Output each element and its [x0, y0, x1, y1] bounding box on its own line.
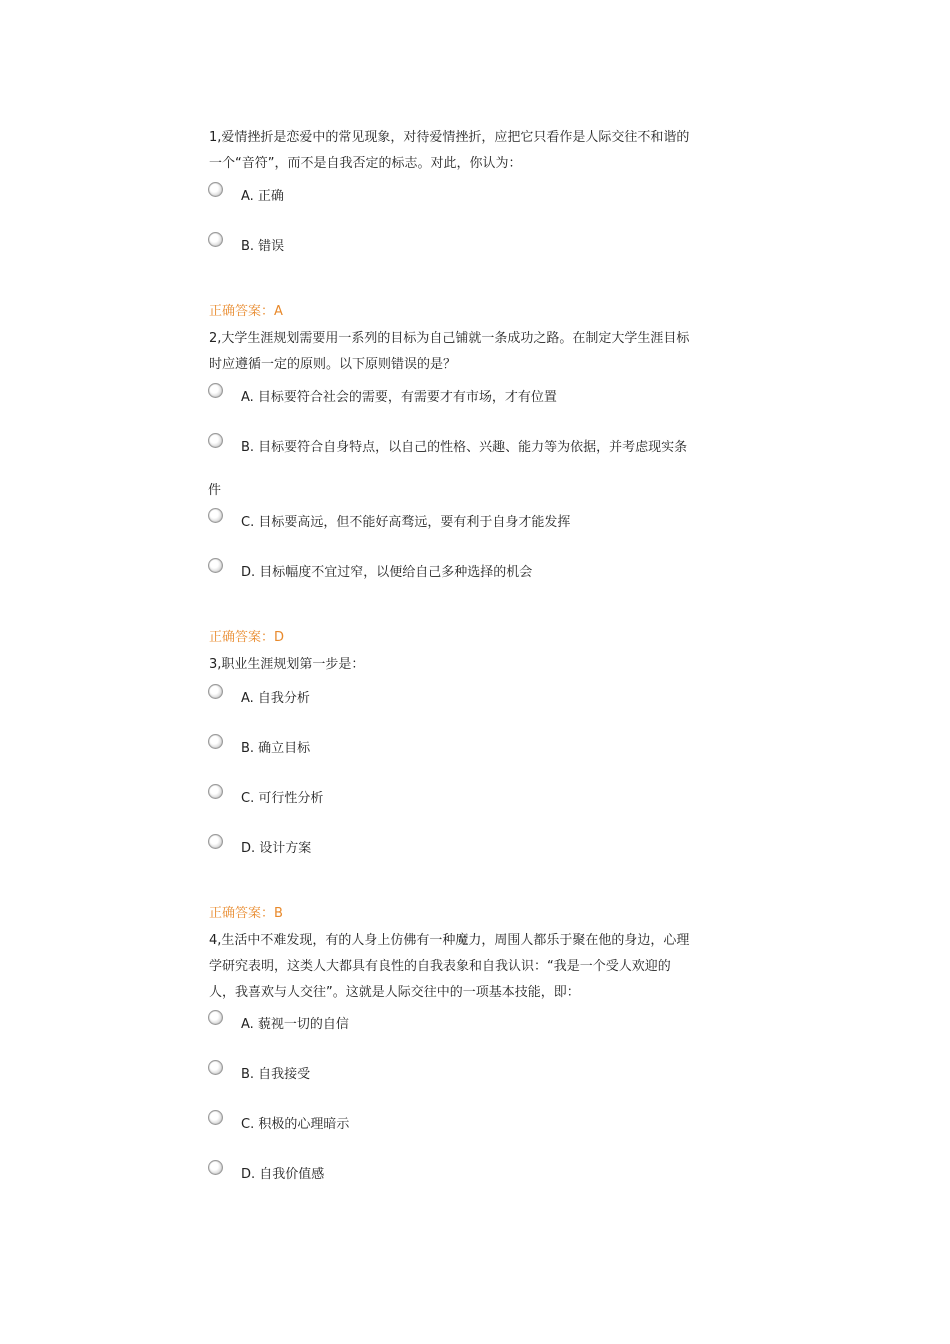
radio-button-icon[interactable] — [208, 182, 223, 197]
radio-button-icon[interactable] — [208, 734, 223, 749]
q3-option-d[interactable] — [208, 836, 748, 862]
option-label: D. 设计方案 — [241, 841, 312, 856]
option-label: C. 可行性分析 — [241, 791, 324, 806]
q2-option-a[interactable] — [208, 385, 748, 411]
option-label: B. 错误 — [241, 239, 285, 254]
q3-option-b[interactable] — [208, 736, 748, 762]
radio-button-icon[interactable] — [208, 558, 223, 573]
q2-option-b[interactable] — [208, 435, 748, 461]
question-3-text — [209, 652, 749, 678]
option-label: A. 正确 — [241, 189, 284, 204]
q2-option-b-continuation: 件 — [208, 483, 222, 498]
question-line: 2,大学生涯规划需要用一系列的目标为自己铺就一条成功之路。在制定大学生涯目标 — [209, 331, 690, 346]
radio-button-icon[interactable] — [208, 232, 223, 247]
option-label: D. 自我价值感 — [241, 1167, 325, 1182]
question-line: 4,生活中不难发现，有的人身上仿佛有一种魔力，周围人都乐于聚在他的身边，心理 — [209, 933, 690, 948]
radio-button-icon[interactable] — [208, 784, 223, 799]
option-label: B. 目标要符合自身特点，以自己的性格、兴趣、能力等为依据，并考虑现实条 — [241, 440, 688, 455]
radio-button-icon[interactable] — [208, 1160, 223, 1175]
radio-button-icon[interactable] — [208, 383, 223, 398]
q1-option-a[interactable] — [208, 184, 748, 210]
option-label: A. 藐视一切的自信 — [241, 1017, 349, 1032]
option-label: C. 积极的心理暗示 — [241, 1117, 350, 1132]
option-label: D. 目标幅度不宜过窄，以便给自己多种选择的机会 — [241, 565, 533, 580]
radio-button-icon[interactable] — [208, 508, 223, 523]
q3-option-c[interactable] — [208, 786, 748, 812]
q4-option-a[interactable] — [208, 1012, 748, 1038]
question-4-text — [209, 928, 749, 1006]
question-line: 一个“音符”，而不是自我否定的标志。对此，你认为： — [209, 156, 522, 171]
q1-correct-answer: 正确答案：A — [209, 304, 283, 319]
option-label: B. 确立目标 — [241, 741, 311, 756]
q3-option-a[interactable] — [208, 686, 748, 712]
question-line: 3,职业生涯规划第一步是： — [209, 657, 365, 672]
q2-option-c[interactable] — [208, 510, 748, 536]
q2-option-d[interactable] — [208, 560, 748, 586]
radio-button-icon[interactable] — [208, 1060, 223, 1075]
question-1-text — [209, 125, 749, 177]
q2-correct-answer: 正确答案：D — [209, 630, 285, 645]
question-line: 人，我喜欢与人交往”。这就是人际交往中的一项基本技能，即： — [209, 985, 580, 1000]
radio-button-icon[interactable] — [208, 1110, 223, 1125]
q4-option-d[interactable] — [208, 1162, 748, 1188]
q4-option-c[interactable] — [208, 1112, 748, 1138]
option-label: A. 目标要符合社会的需要，有需要才有市场，才有位置 — [241, 390, 557, 405]
question-line: 1,爱情挫折是恋爱中的常见现象，对待爱情挫折，应把它只看作是人际交往不和谐的 — [209, 130, 690, 145]
question-line: 学研究表明，这类人大都具有良性的自我表象和自我认识：“我是一个受人欢迎的 — [209, 959, 671, 974]
question-line: 时应遵循一定的原则。以下原则错误的是？ — [209, 357, 457, 372]
option-label: B. 自我接受 — [241, 1067, 311, 1082]
radio-button-icon[interactable] — [208, 684, 223, 699]
q3-correct-answer: 正确答案：B — [209, 906, 283, 921]
radio-button-icon[interactable] — [208, 834, 223, 849]
option-label: C. 目标要高远，但不能好高骛远，要有利于自身才能发挥 — [241, 515, 571, 530]
q1-option-b[interactable] — [208, 234, 748, 260]
q4-option-b[interactable] — [208, 1062, 748, 1088]
radio-button-icon[interactable] — [208, 1010, 223, 1025]
option-label: A. 自我分析 — [241, 691, 310, 706]
radio-button-icon[interactable] — [208, 433, 223, 448]
question-2-text — [209, 326, 749, 378]
